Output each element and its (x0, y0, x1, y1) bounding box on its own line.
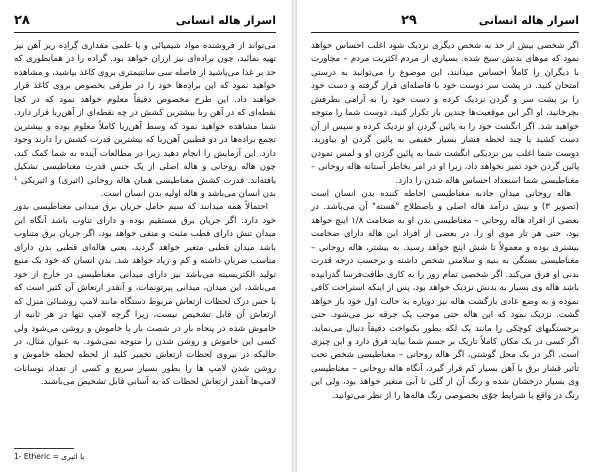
right-header-rule (311, 32, 579, 33)
right-body-text (311, 40, 579, 465)
right-paragraph-1: اگر شخصی بیش از حد به شخص دیگری نزدیک شود اغلب احساس خواهد نمود که موهای بدنش سیخ شده. بسیاری از مردم اکثریت مردم – مجاورت با دیگران را کاملاً احساس میدانند، این موضوع را می‌توانید به درستی امتحان کنید. در پشت سر دوست خود با فاصله‌ای قرار گرفته و دست خود را بر پشت سر و گردن نزدیک کرده و دست خود را به آرامی بطرفش بچرخانید، او اگر این موقعیت‌ها چندین بار تکرار کنید، دوست شما را متوجه خواهید شد. اگر انگشت خود را به پائین گردن او نزدیک کرده و سپس از آن دست کشید یا چند لحظه فشار بسیار خفیفی به پائین گردن او بیاورید. دوست شما اغلب بین نزدیکی انگشت شما به پائین گردن او و لمس نمودن پائین گردن خود تمیز نخواهد داد، زیرا او در امر بخاطر آستانه هاله روحانی – مغناطیسی شما استعداد احساس هاله شدن را دارد. (311, 41, 579, 186)
footnote: 1- Etheric = با اثیری (14, 452, 85, 461)
left-page-number: ۲۸ (14, 12, 30, 28)
right-page-number: ۲۹ (401, 12, 417, 28)
right-header (311, 12, 579, 28)
left-paragraph-2: احتمالاً همه میدانند که سیم حامل جریان برق میدانی مغناطیسی بدور خود دارد. اگر جریان برق مستقیم بوده و دارای تناوب باشد آنگاه این میدان تنش دارای قطب مثبت و منفی خواهد بود، اگر جریان برق متناوب باشد میدان قطبی متغیر خواهد گردید، یعنی هاله‌ای قطبی بدن دارای مناسب ضربان داشته و کم و زیاد خواهد شد. بدن انسان که خود یک منبع تولید الکتریسیته می‌باشد نیز دارای میدانی مغناطیسی در خارج از خود می‌باشد، این میدان، میدانی پیرتونمات، و آنقدر ارتعاش آن کثیر است که با حس درک لحظات ارتعاش مربوط دستگاه مانند لامپ روشنائی منزل که ارتعاش آن قابل تشخیص نیست، زیرا گرچه لامپ تنها در هر ثانیه از خاموش شده در پنجاه بار در شصت بار یا خاموش و روشن می‌شود ولی کسی این خاموش و روشن شدن را متوجه نمی‌شود. به عنوان مثال، در حالیکه در نیروی لحظات ارتعاش تخمیر کلید از لحظه لحظه خاموش و روشن شدن لامپ ها را بطور بسیار سریع و کسی از تعداد نوسانات لامپ‌ها آنقدر ارتعاش لحظات که به آسانی قابل تشخیص می‌باشند. (14, 202, 276, 388)
footnote-rule (14, 448, 74, 449)
left-page (0, 0, 292, 472)
right-paragraph-2: هاله روحانی میدان جاذبه مغناطیسی احاطه کننده بدن انسان است (تصویر ۳) و بیش درآمد هاله اصلی و باصطلاح "هسته" آن می‌باشد. در بعضی از افراد هاله روحانی – مغناطیسی بدن او به ضخامت ۱/۸ اینچ خواهد بود، حتی هر تار موی او را. در بعضی از افراد این هاله دارای ضخامت بیشتری بوده و معمولاً تا شش اینچ خواهد رسید. به بیشتر، هاله روحانی – مغناطیسی بستگی به بنیه و سلامتی شخص داشته و برحسب درجه قدرت بدنی او فرق می‌کند. اگر شخصی تمام روز را به کاری طاقت‌فرسا گذرانیده باشد هاله وی بسیار به بدنش نزدیک خواهد بود، پس از اینکه استراحت کافی نموده و به وضع عادی بازگشت هاله نیز دوباره به حالت اول خود باز خواهد گشت. نزدیک نمود که این هاله حتی موجب یک جرقه نیز می‌شود. حتی برجستگیهای کوچکی را مانند یک لکه بطور یکنواخت دقیقاً دنبال می‌نماید. اگر کسی در یک مکان کاملاً تاریک بر جسم شما بیاید فرق دارد و این چیزی است. اگر در یک محل گوشتی، اگر هاله روحانی – مغناطیسی شخص تحت تأثیر قشار برق با آهن بسیار کم قرار گیرد، آنگاه هاله روحانی – مغناطیسی وی بسیار درخشان شده و رنگ آن از گلی تا آبی متغیر خواهد بود، ولی این رنگ در واقع با شرایط جوّی بخصوصی رنگ هاله‌ها را از نظر می‌توانید. (311, 188, 579, 401)
right-running-title: اسرار هاله انسانی (478, 13, 579, 27)
left-header-rule (14, 32, 276, 33)
left-header (14, 12, 276, 28)
right-page (297, 0, 589, 472)
left-paragraph-1: می‌تواند از فروشنده مواد شیمیائی و یا علمی مقداری گِرادِه ریز آهن نیز تهیه نمائید، چون براده‌ای نیز ارزان خواهد بود. گراده را در همانطوری که حد بر غذا می‌پاشید از فاصله سی سانتیمتری بروی کاغذ بپاشید، و مشاهده خواهید نمود که این برادِه‌ها خود را در طرفی بخصوص بروی کاغذ قرار خواهند داد. این طرح مخصوص دقیقاً معلوم خواهد نمود که در کجا نقطه‌ای که در آهن ربا بیشترین کشش در چه نقطه‌ای از آهن‌ربا قرار دارد. شما مشاهده خواهید نمود که وسط آهن‌ربا کاملاً معلوم بوده و بیشترین تجمع براده‌ها در دو قطبین آهن‌ربا که بیشترین قدرت کشش را دارند وجود دارد. این آزمایش را انجام دهید زیرا در مطالعات آینده به شما کمک کند، چون هاله روحانی و هاله اصلی از یک جنس قدرت مغناطیسی تشکیل یافته‌اند. قدرت کشش مغناطیسی همان هاله روحانی (اثیری) و اثیریکی ¹ بدن انسان می‌باشد و هاله اولیه بدن انسان است. (14, 41, 276, 199)
left-running-title: اسرار هاله انسانی (175, 13, 276, 27)
left-body-text (14, 40, 276, 440)
